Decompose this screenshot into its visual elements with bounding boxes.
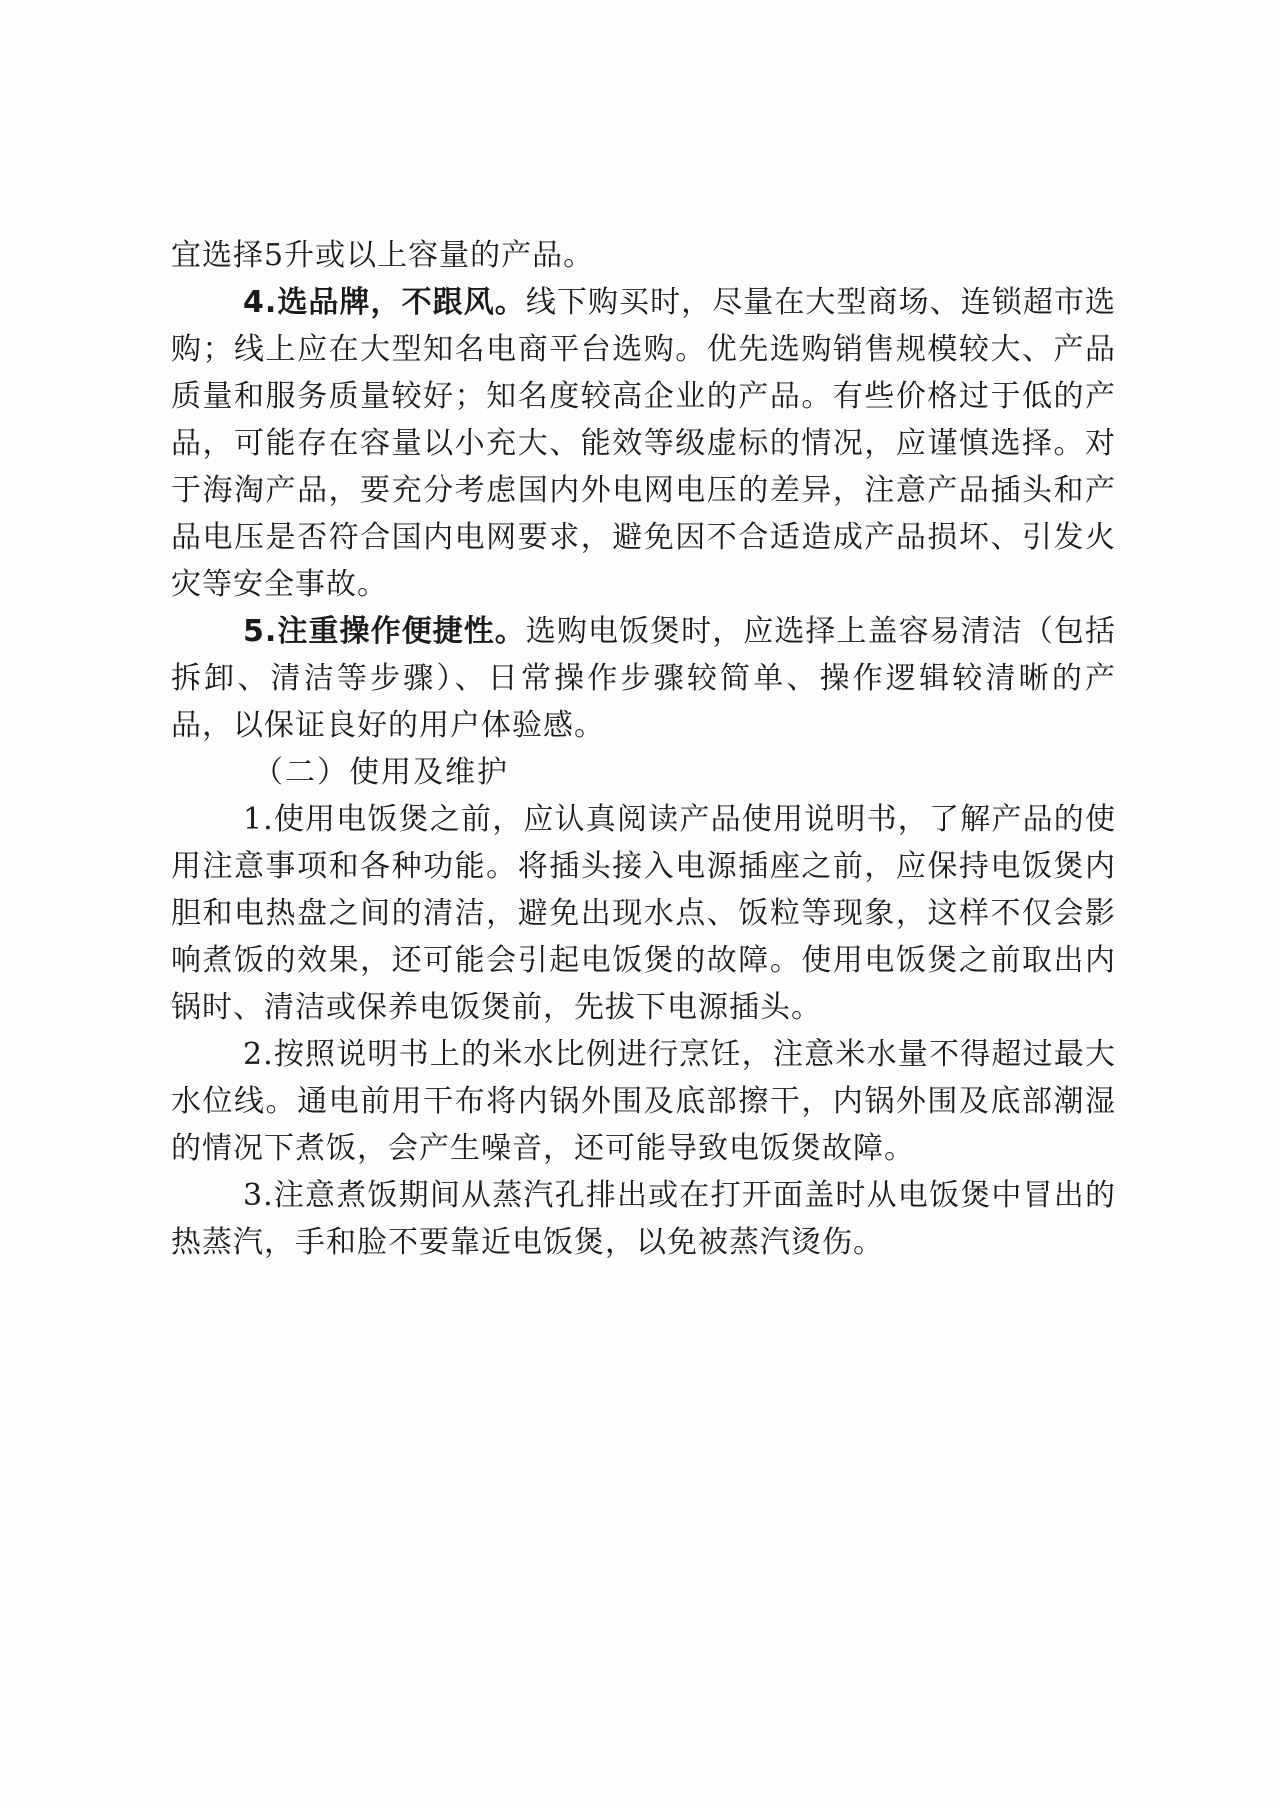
paragraph-4 (171, 279, 1116, 608)
paragraph-4-body: 线下购买时，尽量在大型商场、连锁超市选购；线上应在大型知名电商平台选购。优先选购销售规模较大、产品质量和服务质量较好；知名度较高企业的产品。有些价格过于低的产品，可能存在容量以小充大、能效等级虚标的情况，应谨慎选择。对于海淘产品，要充分考虑国内外电网电压的差异，注意产品插头和产品电压是否符合国内电网要求，避免因不合适造成产品损坏、引发火灾等安全事故。 (171, 285, 1116, 602)
usage-item-3: 3.注意煮饭期间从蒸汽孔排出或在打开面盖时从电饭煲中冒出的热蒸汽，手和脸不要靠近电饭煲，以免被蒸汽烫伤。 (171, 1178, 1116, 1260)
usage-item-1: 1.使用电饭煲之前，应认真阅读产品使用说明书，了解产品的使用注意事项和各种功能。将插头接入电源插座之前，应保持电饭煲内胆和电热盘之间的清洁，避免出现水点、饭粒等现象，这样不仅会影响煮饭的效果，还可能会引起电饭煲的故障。使用电饭煲之前取出内锅时、清洁或保养电饭煲前，先拔下电源插头。 (171, 802, 1116, 1025)
usage-item-2: 2.按照说明书上的米水比例进行烹饪，注意米水量不得超过最大水位线。通电前用干布将内锅外围及底部擦干，内锅外围及底部潮湿的情况下煮饭，会产生噪音，还可能导致电饭煲故障。 (171, 1037, 1116, 1166)
paragraph-5-body: 选购电饭煲时，应选择上盖容易清洁（包括拆卸、清洁等步骤）、日常操作步骤较简单、操作逻辑较清晰的产品，以保证良好的用户体验感。 (171, 614, 1116, 743)
section-heading: （二）使用及维护 (253, 755, 509, 790)
paragraph-continued-text: 宜选择5升或以上容量的产品。 (171, 238, 595, 273)
document-body (171, 232, 1116, 1266)
paragraph-5 (171, 608, 1116, 749)
paragraph-continued (171, 232, 1116, 279)
paragraph-5-lead: 5.注重操作便捷性。 (243, 614, 526, 649)
paragraph-4-lead: 4.选品牌，不跟风。 (243, 285, 526, 320)
